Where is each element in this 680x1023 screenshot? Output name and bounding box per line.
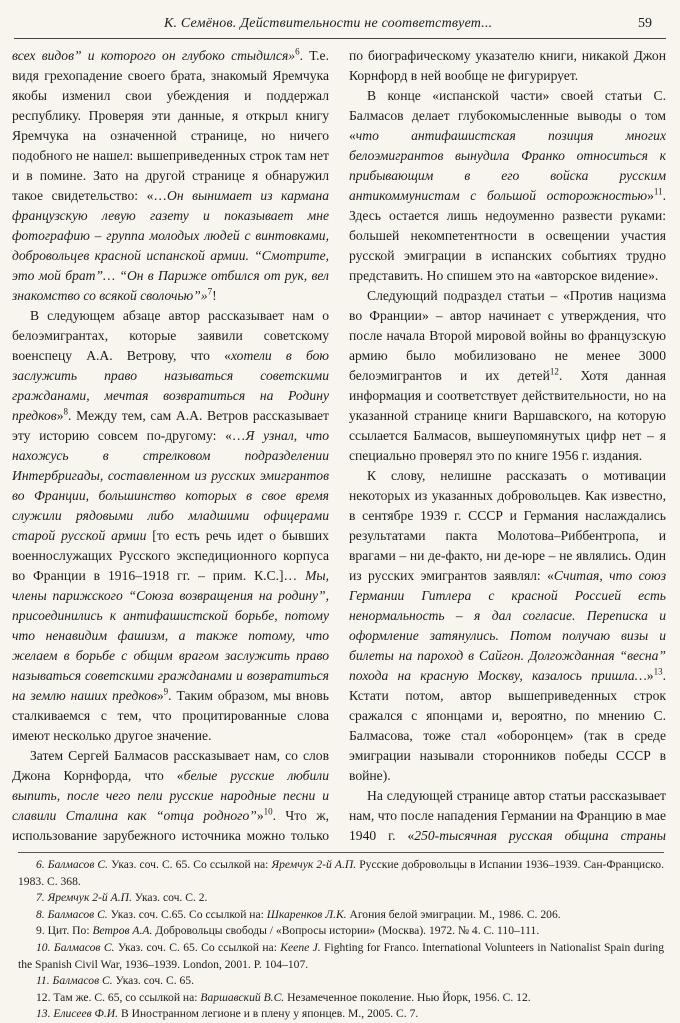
- page-number: 59: [638, 16, 652, 31]
- paragraph: Затем Сергей Балмасов рассказывает нам, со слов Джона Корнфорда, что «белые русские любили выпить, после чего пели русские народные песни и славили Сталина как “отца родного”»$^{10}$. Что ж, использование зарубежного источника можно только: [12, 748, 329, 843]
- footnote: 10. Балмасов С. Указ. соч. С. 65. Со ссылкой на: Keene J. Fighting for Franco. International Volunteers in Nationalist Spain during the Spanish Civil War, 1936–1939. London, 2001. P. 104–107.: [18, 940, 665, 971]
- footnote: 9. Цит. По: Ветров А.А. Добровольцы свободы / «Вопросы истории» (Москва). 1972. № 4. С. 110–111.: [36, 924, 540, 938]
- footnote: 8. Балмасов С. Указ. соч. С.65. Со ссылкой на: Шкаренков Л.К. Агония белой эмиграции. М., 1986. С. 206.: [36, 907, 561, 921]
- paragraph: На следующей странице автор статьи рассказывает нам, что после нападения Германии на Францию в мае 1940 г. «250-тысячная русская община страны: [349, 788, 666, 843]
- paragraph: всех видов” и которого он глубоко стыдился»$^6$. Т.е. видя грехопадение своего брата, знакомый Яремчука якобы изменил свои убеждения и поддержал республику. Проверяя эти данные, я открыл книгу Яремчука на означенной странице, но ничего подобного не нашел: вышеприведенных строк там нет и в помине. Зато на другой странице я обнаружил такое свидетельство: «…Он вынимает из кармана французскую левую газету и показывает мне фотографию – группа молодых людей с винтовками, добровольцев красной испанской армии. “Смотрите, это мой брат”… “Он в Париже отбился от рук, вел знакомство со всякой сволочью”»$^7$!: [12, 46, 329, 303]
- paragraph: К слову, нелишне рассказать о мотивации некоторых из указанных добровольцев. Как известно, в сентябре 1939 г. СССР и Германия наслаждались результатами пакта Молотова–Риббентропа, и врагами – ни де-факто, ни де-юре – не являлись. Один из русских эмигрантов заявлял: «Считая, что союз Германии Гитлера с красной Россией есть ненормальность – я дал согласие. Переписка и оформление затянулись. Потом получаю визы и билеты на пароход в Сайгон. Долгожданная “весна” похода на красную Москву, казалось пришла…»$^{13}$. Кстати потом, автор вышеприведенных строк сражался с японцами и, вероятно, по мнению С. Балмасова, тоже стал «оборонцем» (так в среде эмиграции называли сторонников победы СССР в войне).: [349, 468, 666, 783]
- right-column: [349, 46, 666, 848]
- footnote: 13. Елисеев Ф.И. В Иностранном легионе и в плену у японцев. М., 2005. С. 7.: [36, 1007, 419, 1021]
- body-columns: [12, 46, 668, 848]
- footnote: 7. Яремчук 2-й А.П. Указ. соч. С. 2.: [36, 891, 208, 905]
- footnote: 11. Балмасов С. Указ. соч. С. 65.: [36, 974, 194, 988]
- running-head: К. Семёнов. Действительности не соответствует...: [164, 16, 493, 31]
- page-header: [14, 10, 666, 39]
- paragraph: Следующий подраздел статьи – «Против нацизма во Франции» – автор начинает с утверждения, что после начала Второй мировой войны во французскую армию было мобилизовано не менее 3000 белоэмигрантов и их детей$^{12}$. Хотя данная информация и соответствует действительности, но на указанной странице книги Варшавского, на которую ссылается Балмасов, вышеупомянутых цифр нет – я специально проверял это по книге 1956 г. издания.: [349, 288, 666, 463]
- paragraph: В конце «испанской части» своей статьи С. Балмасов делает глубокомысленные выводы о том «что антифашистская позиция многих белоэмигрантов вынудила Франко относиться к прибывающим в его войска русским антикоммунистам с большой осторожностью»$^{11}$. Здесь остается лишь недоуменно развести руками: большей некомпетентности в освещении участия русской эмиграции в испанских событиях трудно представить. Но спишем это на «авторское видение».: [349, 88, 666, 283]
- paragraph: по биографическому указателю книги, никакой Джон Корнфорд в ней вообще не фигурирует.: [349, 48, 666, 83]
- footnote: 6. Балмасов С. Указ. соч. С. 65. Со ссылкой на: Яремчук 2-й А.П. Русские добровольцы в Испании 1936–1939. Сан-Франциско. 1983. С. 368.: [18, 858, 664, 888]
- footnote: 12. Там же. С. 65, со ссылкой на: Варшавский В.С. Незамеченное поколение. Нью Йорк, 1956. С. 12.: [36, 990, 531, 1004]
- paragraph: В следующем абзаце автор рассказывает нам о белоэмигрантах, которые заявили советскому военспецу А.А. Ветрову, что «хотели в бою заслужить право называться советскими гражданами, мечтая возвратиться на Родину предков»$^8$. Между тем, сам А.А. Ветров рассказывает эту историю совсем по-другому: «…Я узнал, что нахожусь в стрелковом подразделении Интербригады, составленном из русских эмигрантов во Франции, большинство которых в свое время служили рядовыми либо младшими офицерами старой русской армии [то есть речь идет о бывших военнослужащих Русского экспедиционного корпуса во Франции в 1916–1918 гг. – прим. К.С.]… Мы, члены парижского “Союза возвращения на родину”, присоединились к антифашистской борьбе, потому что ненавидим фашизм, а также потому, что желаем в борьбе с общим врагом заслужить право называться советскими гражданами и возвратиться на землю наших предков»$^9$. Таким образом, мы вновь сталкиваемся с тем, что процитированные слова имеют несколько другое значение.: [12, 308, 329, 743]
- left-column: [12, 46, 329, 848]
- footnotes: [18, 852, 664, 1023]
